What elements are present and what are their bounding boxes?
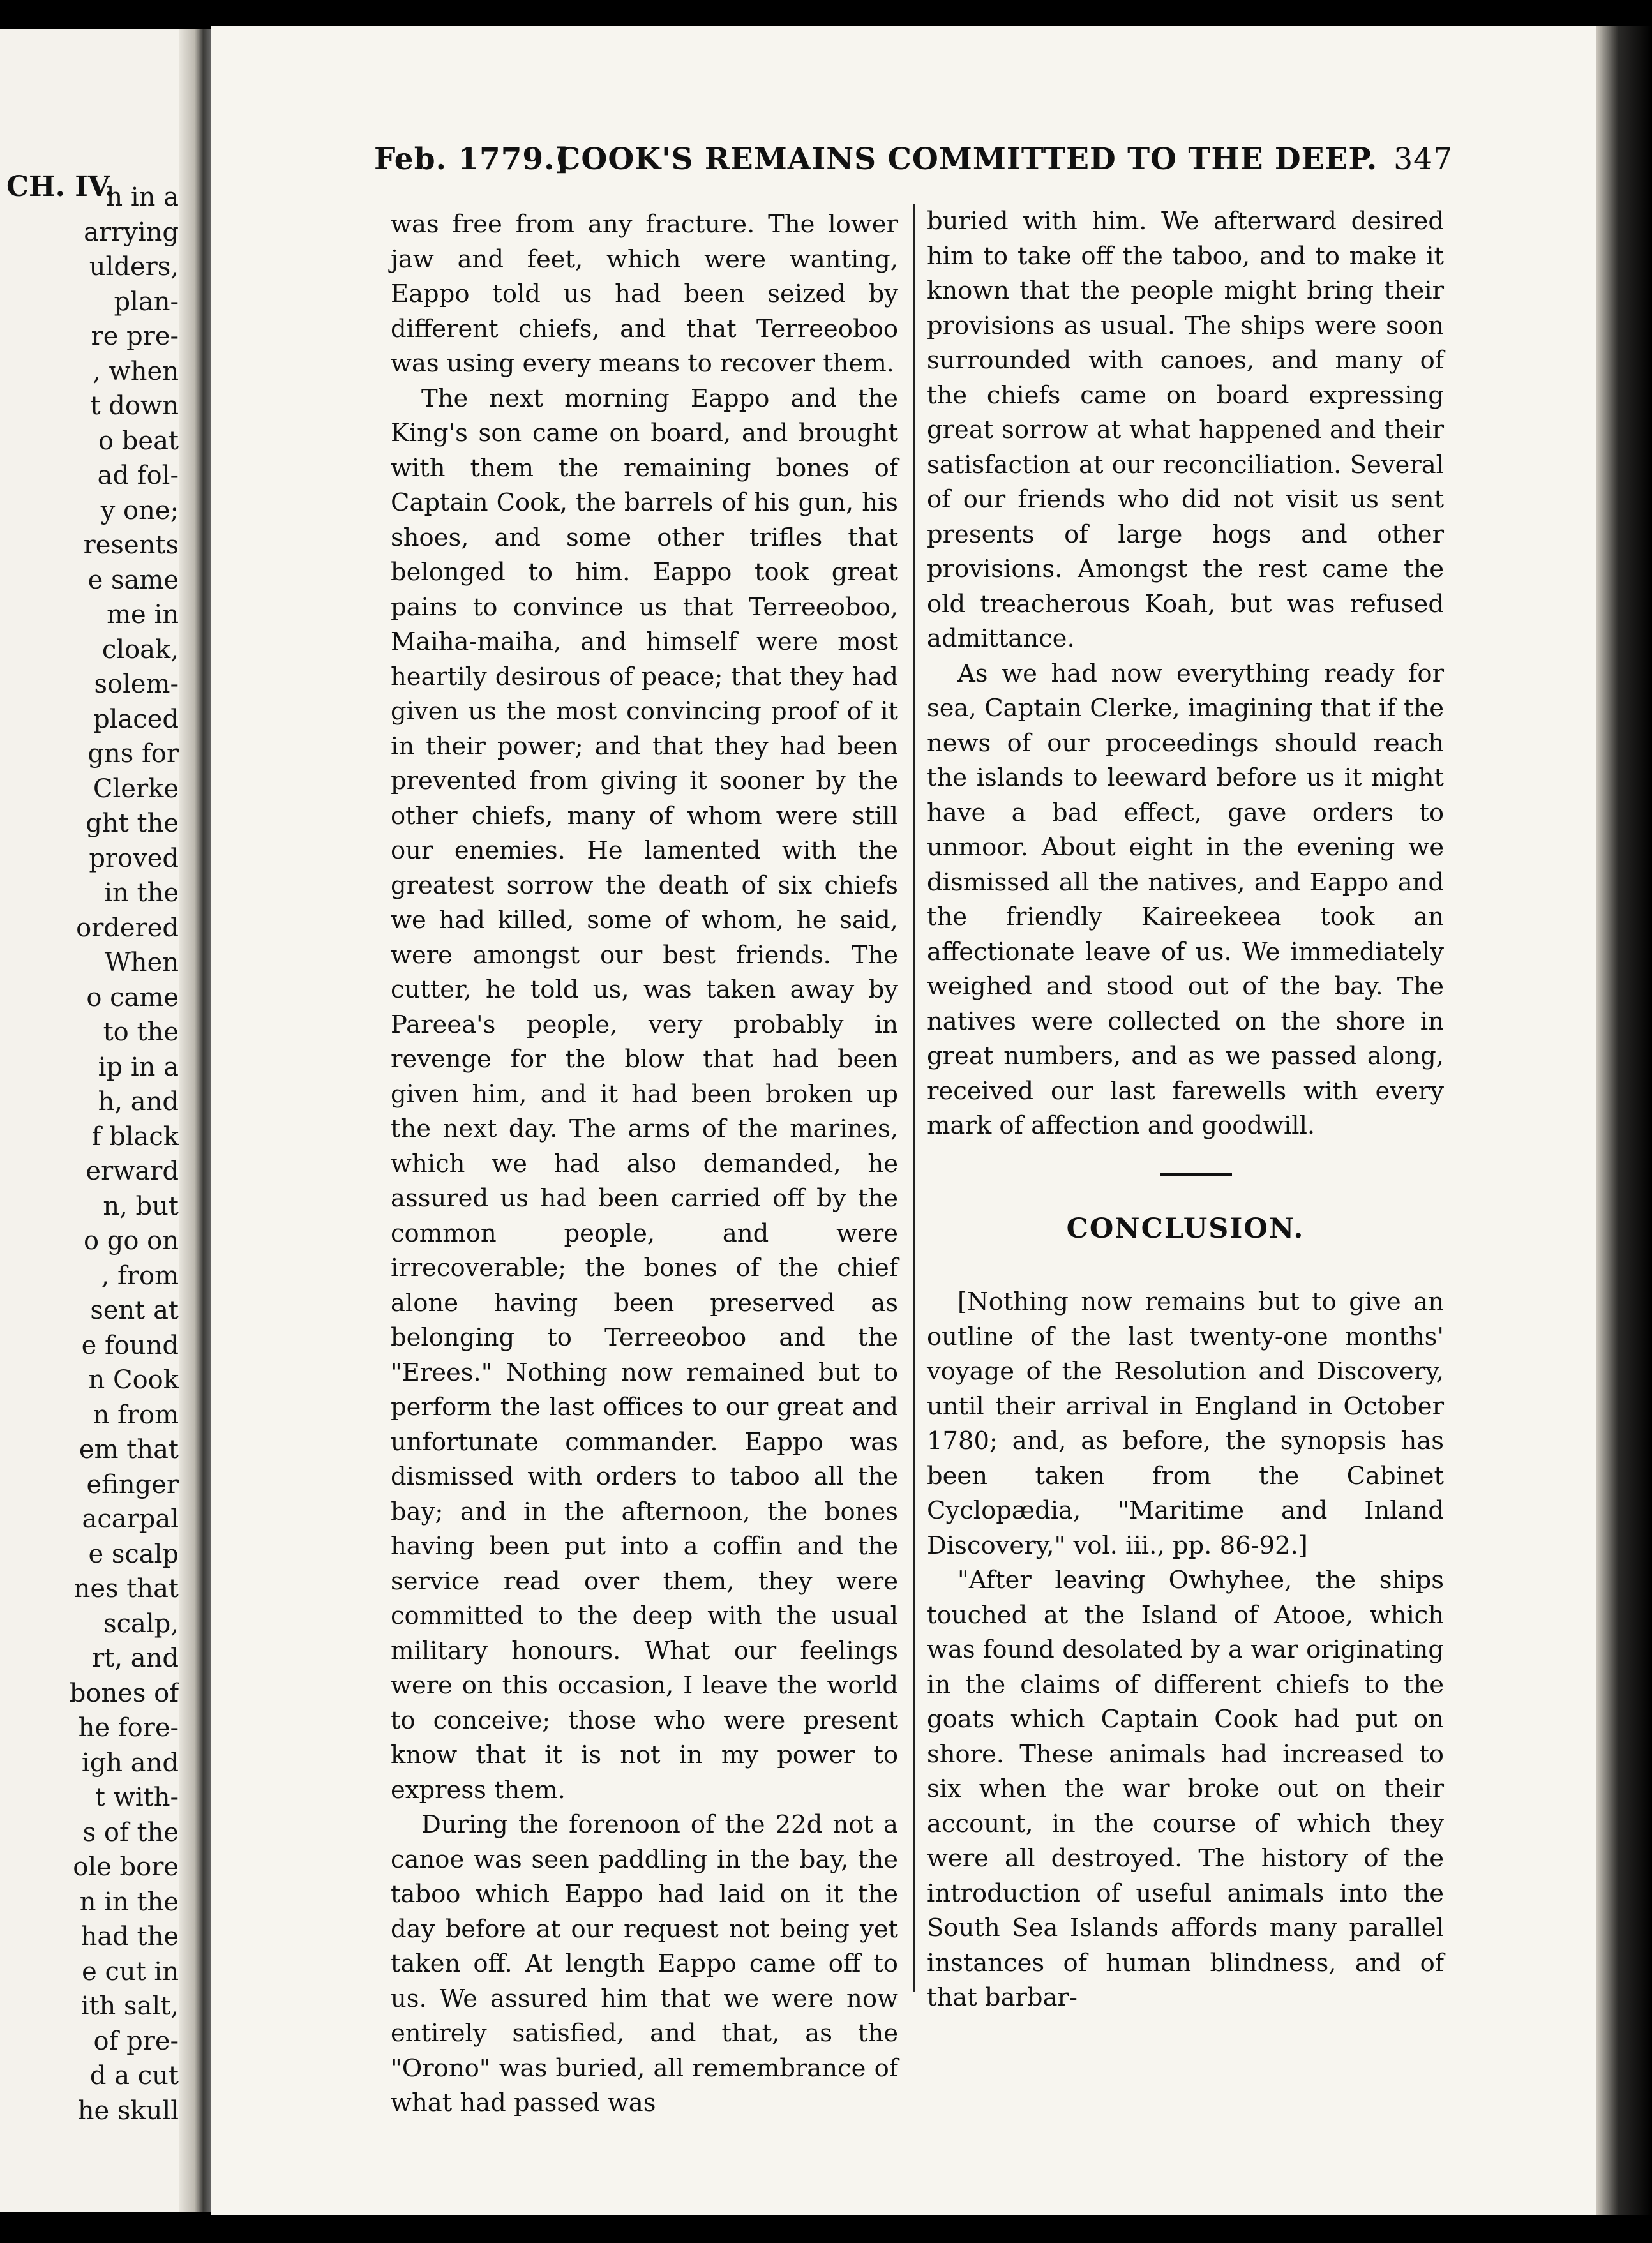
conclusion-text — [927, 1285, 1444, 2016]
right-paragraph-2: As we had now everything ready for sea, Captain Clerke, imagining that if the news of our proceedings should reach the islands to leeward before us it might have a bad effect, gave orders to unmoor. About eight in the evening we dismissed all the natives, and Eappo and the friendly Kaireekeea took an affectionate leave of us. We immediately weighed and stood out of the bay. The natives were collected on the shore in great numbers, and as we passed along, received our last farewells with every mark of affection and goodwill. — [927, 659, 1444, 1140]
left-column — [391, 207, 898, 2121]
previous-page-edge — [0, 29, 207, 2212]
previous-page-line: solem- — [94, 670, 179, 699]
previous-page-line: e cut in — [82, 1956, 179, 1986]
previous-page-line: ip in a — [98, 1052, 179, 1082]
previous-page-line: e found — [81, 1330, 179, 1360]
left-paragraph-3: During the forenoon of the 22d not a canoe was seen paddling in the bay, the taboo which Eappo had laid on it the day before at our request not being yet taken off. At length Eappo came off to us. We assured him that we were now entirely satisfied, and that, as the "Orono" was buried, all remembrance of what had passed was — [391, 1810, 898, 2117]
previous-page-line: Clerke — [93, 774, 179, 804]
previous-page-line: e same — [87, 565, 179, 595]
previous-page-line: placed — [93, 704, 179, 734]
previous-page-line: scalp, — [103, 1609, 179, 1639]
previous-page-line: in the — [104, 878, 179, 908]
previous-page-line: efinger — [86, 1469, 179, 1499]
previous-page-line: n, but — [103, 1191, 179, 1221]
previous-page-line: t down — [90, 391, 179, 421]
previous-page-line: When — [104, 948, 179, 977]
column-divider — [913, 204, 915, 1992]
previous-page-line: ulders, — [89, 252, 179, 281]
previous-page-line: , from — [101, 1261, 179, 1291]
previous-page-line: n in the — [79, 1887, 179, 1917]
conclusion-heading: CONCLUSION. — [1066, 1213, 1305, 1245]
right-paragraph-1: buried with him. We afterward desired him to take off the taboo, and to make it known that the people might bring their provisions as usual. The ships were soon surrounded with canoes, and many of the chiefs came on board expressing great sorrow at what happened and their satisfaction at our reconciliation. Several of our friends who did not visit us sent presents of large hogs and other provisions. Amongst the rest came the old treacherous Koah, but was refused admittance. — [927, 207, 1444, 653]
previous-page-line: y one; — [100, 495, 179, 525]
previous-page-line: h, and — [98, 1087, 179, 1116]
previous-page-line: arrying — [84, 217, 179, 247]
conclusion-paragraph-2: "After leaving Owhyhee, the ships touched at the Island of Atooe, which was found desolated by a war originating in the claims of different chiefs to the goats which Captain Cook had put on shore. These animals had increased to six when the war broke out on their account, in the course of which they were all destroyed. The history of the introduction of useful animals into the South Sea Islands affords many parallel instances of human blindness, and of that barbar- — [927, 1566, 1444, 2012]
previous-page-line: gns for — [87, 739, 179, 769]
previous-page-line: em that — [79, 1435, 179, 1464]
previous-page-line: acarpal — [82, 1504, 179, 1534]
previous-page-line: ith salt, — [80, 1992, 179, 2021]
left-paragraph-2: The next morning Eappo and the King's son came on board, and brought with them the remaining bones of Captain Cook, the barrels of his gun, his shoes, and some other trifles that belonged to him. Eappo took great pains to convince us that Terreeoboo, Maiha-maiha, and himself were most heartily desirous of peace; that they had given us the most convincing proof of it in their power; and that they had been prevented from giving it sooner by the other chiefs, many of whom were still our enemies. He lamented with the greatest sorrow the death of six chiefs we had killed, some of whom, he said, were amongst our best friends. The cutter, he told us, was taken away by Pareea's people, very probably in revenge for the blow that had been given him, and it had been broken up the next day. The arms of the marines, which we had also demanded, he assured us had been carried off by the common people, and were irrecoverable; the bones of the chief alone having been preserved as belonging to Terreeoboo and the "Erees." Nothing now remained but to perform the last offices to our great and unfortunate commander. Eappo was dismissed with orders to taboo all the bay; and in the afternoon, the bones having been put into a coffin and the service read over them, they were committed to the deep with the usual military honours. What our feelings were on this occasion, I leave the world to conceive; those who were present know that it is not in my power to express them. — [391, 384, 898, 1804]
previous-page-line: t with- — [94, 1783, 179, 1812]
right-column — [927, 204, 1444, 1144]
previous-page-line: ole bore — [73, 1852, 179, 1882]
previous-page-line: plan- — [114, 287, 179, 317]
previous-page-chapter-head: CH. IV. — [6, 170, 115, 203]
running-head-title: COOK'S REMAINS COMMITTED TO THE DEEP. — [557, 142, 1378, 177]
previous-page-line: ad fol- — [97, 461, 179, 490]
previous-page-line: sent at — [90, 1296, 179, 1325]
previous-page-line: re pre- — [91, 322, 179, 351]
previous-page-line: rt, and — [92, 1644, 179, 1673]
previous-page-line: to the — [103, 1017, 179, 1047]
previous-page-line: o go on — [83, 1226, 179, 1256]
previous-page-line: h in a — [106, 183, 179, 212]
previous-page-line: ght the — [86, 809, 179, 838]
previous-page-line: e scalp — [88, 1539, 179, 1569]
previous-page-line: n from — [93, 1400, 179, 1430]
previous-page-line: d a cut — [89, 2061, 179, 2090]
previous-page-line: erward — [86, 1157, 179, 1186]
previous-page-line: he skull — [77, 2096, 179, 2126]
previous-page-line: resents — [83, 530, 179, 560]
previous-page-line: o beat — [98, 426, 179, 456]
previous-page-line: n Cook — [88, 1365, 179, 1395]
previous-page-line: me in — [107, 600, 179, 629]
page-right-edge — [1596, 26, 1652, 2215]
previous-page-line: o came — [86, 982, 179, 1012]
previous-page-line: , when — [93, 356, 179, 386]
previous-page-line: f black — [91, 1122, 179, 1152]
previous-page-line: s of the — [82, 1817, 179, 1847]
previous-page-line: ordered — [76, 913, 179, 943]
previous-page-line: proved — [89, 843, 179, 873]
previous-page-line: had the — [80, 1922, 179, 1951]
left-paragraph-1: was free from any fracture. The lower jaw and feet, which were wanting, Eappo told us had been seized by different chiefs, and that Terreeoboo was using every means to recover them. — [391, 210, 898, 378]
conclusion-paragraph-1: [Nothing now remains but to give an outline of the last twenty-one months' voyage of the Resolution and Discovery, until their arrival in England in October 1780; and, as before, the synopsis has been taken from the Cabinet Cyclopædia, "Maritime and Inland Discovery," vol. iii., pp. 86-92.] — [927, 1287, 1444, 1560]
running-head-date: Feb. 1779.] — [374, 142, 570, 177]
section-rule — [1160, 1173, 1232, 1176]
previous-page-line: nes that — [73, 1574, 179, 1603]
previous-page-line: of pre- — [93, 2026, 179, 2056]
previous-page-line: cloak, — [101, 634, 179, 664]
page-number: 347 — [1393, 142, 1453, 177]
book-gutter — [179, 29, 214, 2212]
previous-page-line: igh and — [81, 1748, 179, 1778]
previous-page-line: bones of — [69, 1678, 179, 1708]
previous-page-line: he fore- — [78, 1713, 179, 1743]
